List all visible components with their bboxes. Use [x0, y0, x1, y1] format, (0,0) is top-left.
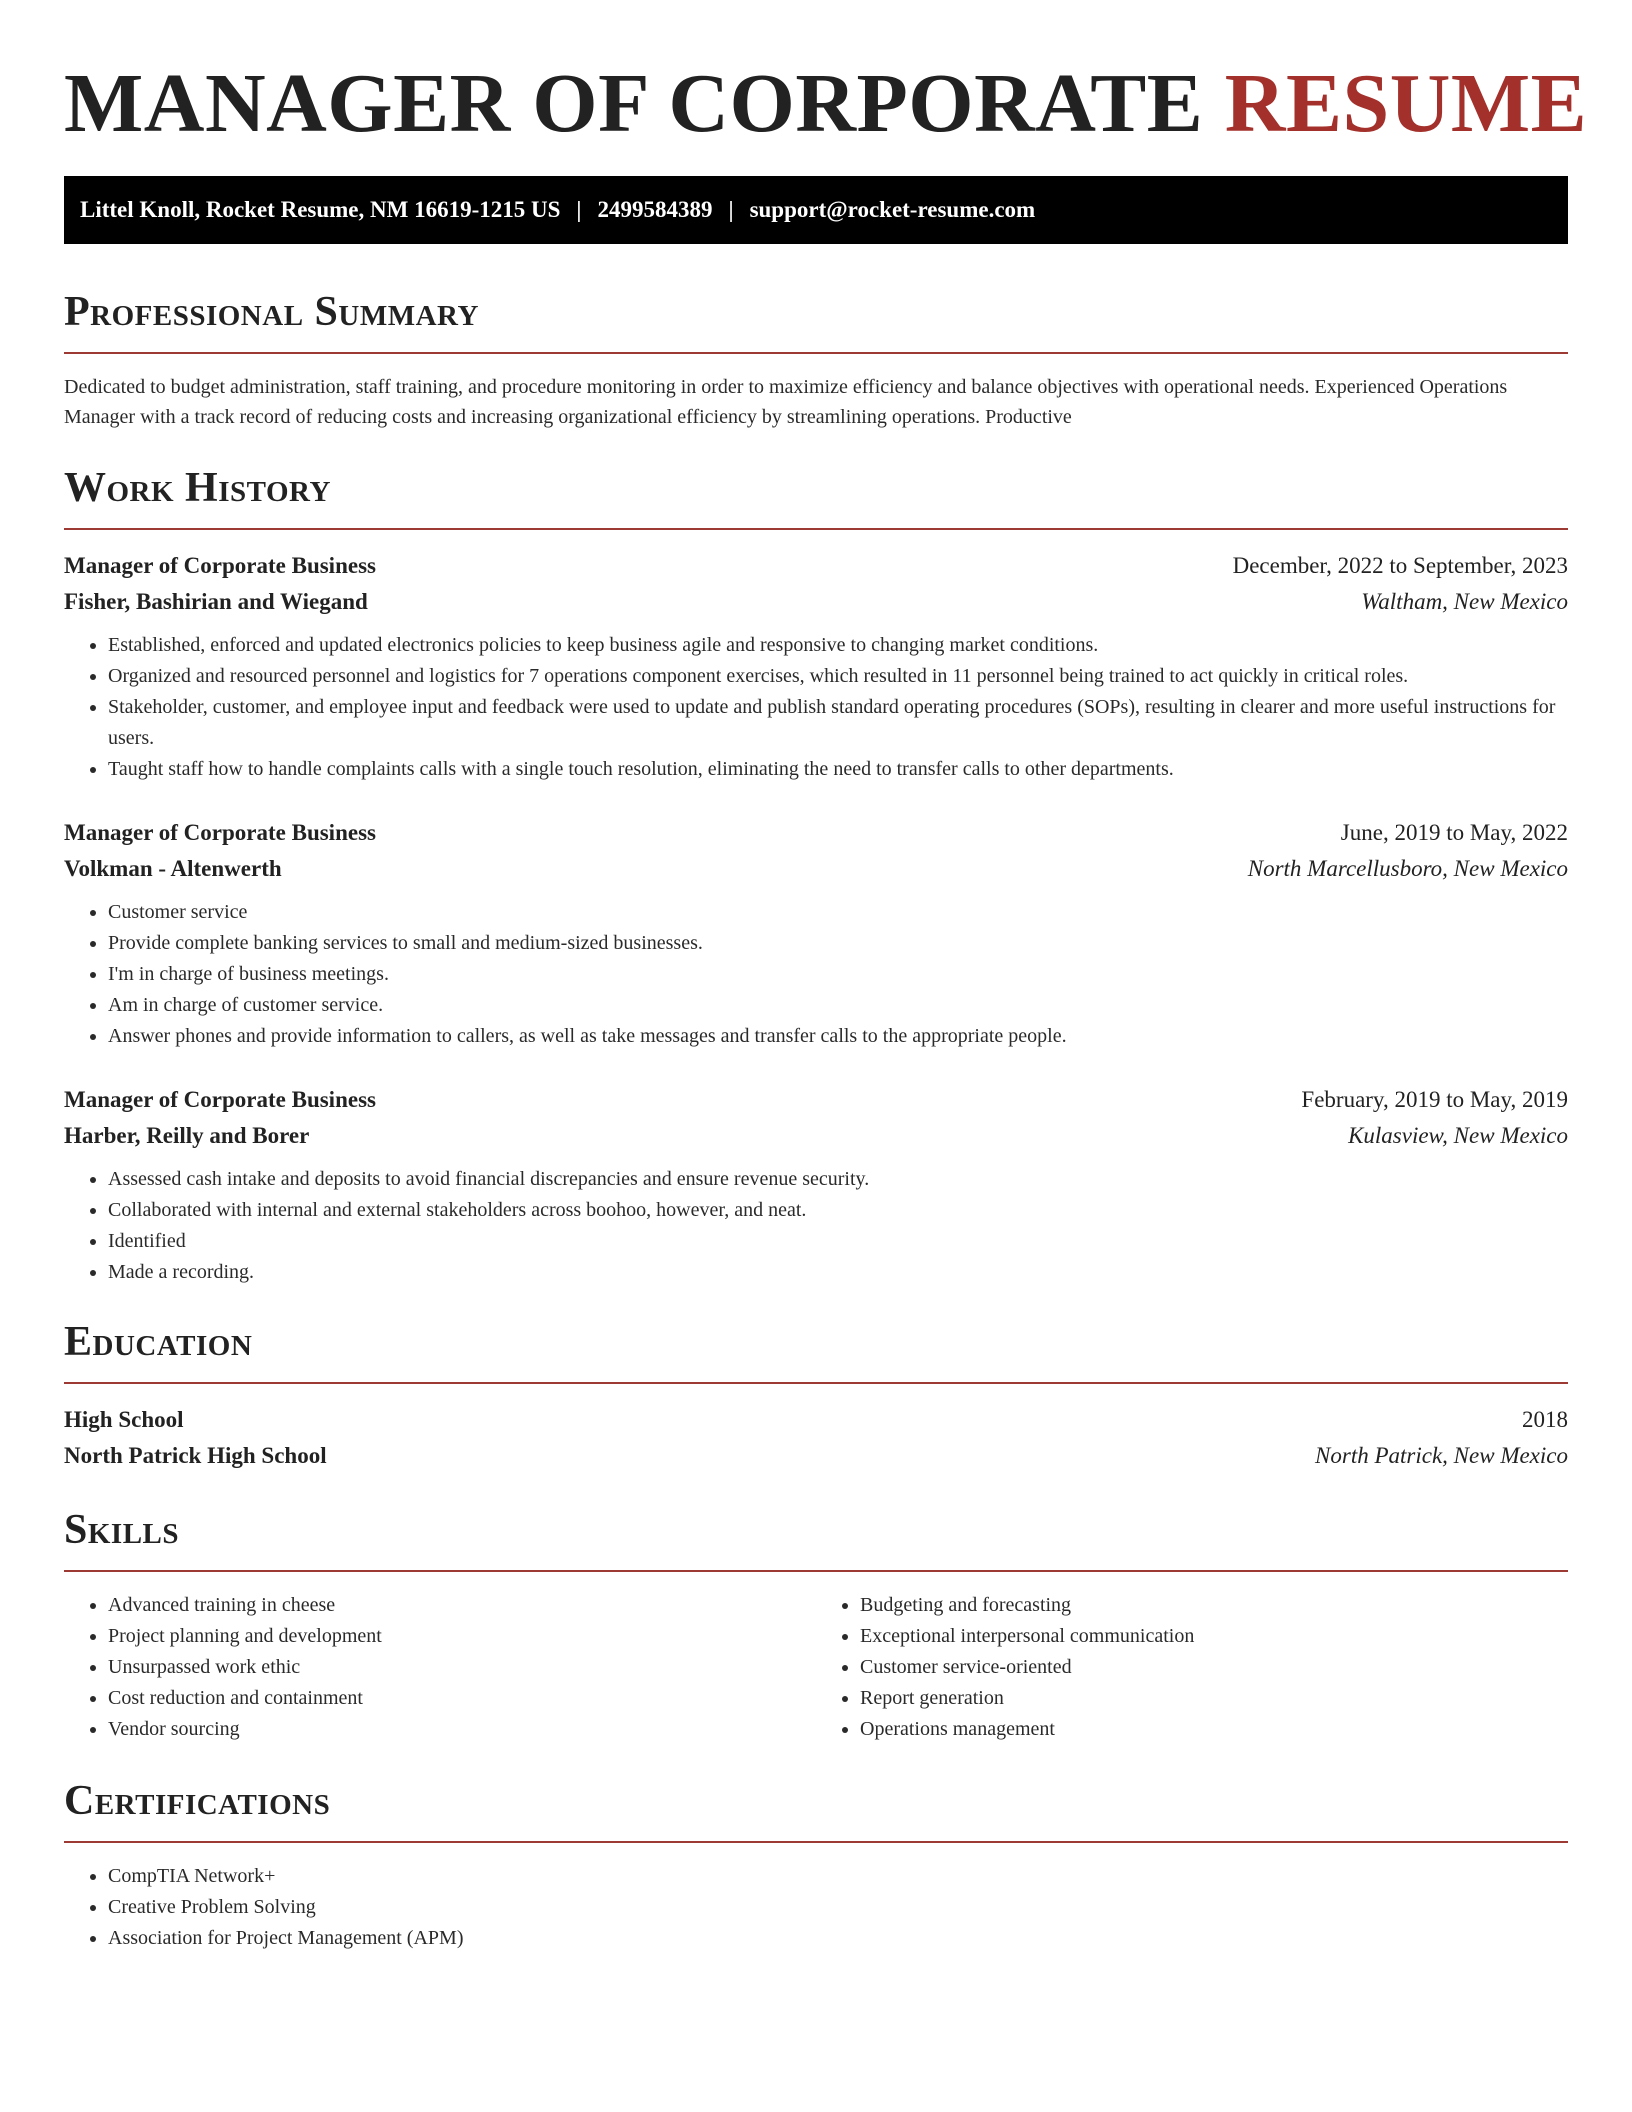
- section-divider: [64, 1841, 1568, 1843]
- job-entry: [64, 815, 1568, 1052]
- job-company: Harber, Reilly and Borer: [64, 1123, 310, 1148]
- skill-item: • Vendor sourcing: [108, 1714, 816, 1745]
- certification-item: • Association for Project Management (APM): [108, 1923, 1568, 1954]
- job-company-row: [64, 1118, 1568, 1154]
- job-company-row: [64, 851, 1568, 887]
- job-bullet: • I'm in charge of business meetings.: [108, 959, 1568, 990]
- job-company: Volkman - Altenwerth: [64, 856, 282, 881]
- job-bullet: • Taught staff how to handle complaints calls with a single touch resolution, eliminating the need to transfer calls to other departments.: [108, 754, 1568, 785]
- contact-bar: [64, 176, 1568, 244]
- education-school-row: [64, 1438, 1568, 1474]
- job-entry: [64, 548, 1568, 785]
- job-bullet: • Customer service: [108, 897, 1568, 928]
- contact-phone: 2499584389: [597, 197, 713, 222]
- job-location: Kulasview, New Mexico: [1348, 1123, 1568, 1148]
- section-heading-work-history: Work History: [64, 465, 331, 511]
- job-company-row: [64, 584, 1568, 620]
- education-section: [64, 1316, 1568, 1474]
- job-bullet: • Assessed cash intake and deposits to avoid financial discrepancies and ensure revenue security.: [108, 1164, 1568, 1195]
- title-main: MANAGER OF CORPORATE: [64, 57, 1204, 150]
- job-bullets: [64, 1164, 1568, 1288]
- skill-item: • Unsurpassed work ethic: [108, 1652, 816, 1683]
- job-title: Manager of Corporate Business: [64, 1087, 376, 1112]
- work-history-section: [64, 462, 1568, 1288]
- skills-list-right: [816, 1590, 1568, 1745]
- skills-section: [64, 1504, 1568, 1745]
- job-bullet: • Answer phones and provide information to callers, as well as take messages and transfer calls to the appropriate people.: [108, 1021, 1568, 1052]
- section-heading-certifications: Certifications: [64, 1778, 331, 1824]
- skill-item: • Cost reduction and containment: [108, 1683, 816, 1714]
- job-location: North Marcellusboro, New Mexico: [1247, 856, 1568, 881]
- section-divider: [64, 352, 1568, 354]
- certifications-section: [64, 1775, 1568, 1954]
- job-bullet: • Provide complete banking services to small and medium-sized businesses.: [108, 928, 1568, 959]
- job-location: Waltham, New Mexico: [1361, 589, 1568, 614]
- section-divider: [64, 1382, 1568, 1384]
- job-header-row: [64, 1082, 1568, 1118]
- resume-page: [64, 0, 1588, 1954]
- job-bullets: [64, 630, 1568, 785]
- job-bullet: • Am in charge of customer service.: [108, 990, 1568, 1021]
- section-heading-summary: Professional Summary: [64, 289, 479, 335]
- education-year: 2018: [1522, 1407, 1568, 1432]
- education-degree: High School: [64, 1407, 184, 1432]
- job-bullet: • Stakeholder, customer, and employee input and feedback were used to update and publish standard operating procedures (SOPs), resulting in clearer and more useful instructions for users.: [108, 692, 1568, 754]
- job-dates: December, 2022 to September, 2023: [1232, 553, 1568, 578]
- job-dates: June, 2019 to May, 2022: [1340, 820, 1568, 845]
- job-header-row: [64, 548, 1568, 584]
- contact-separator: |: [728, 197, 734, 222]
- job-company: Fisher, Bashirian and Wiegand: [64, 589, 368, 614]
- contact-address: Littel Knoll, Rocket Resume, NM 16619-1215 US: [80, 197, 561, 222]
- skill-item: • Project planning and development: [108, 1621, 816, 1652]
- skills-list-left: [64, 1590, 816, 1745]
- education-degree-row: [64, 1402, 1568, 1438]
- summary-section: [64, 286, 1568, 432]
- skill-item: • Report generation: [860, 1683, 1568, 1714]
- contact-separator: |: [576, 197, 582, 222]
- skill-item: • Operations management: [860, 1714, 1568, 1745]
- title-accent: RESUME: [1224, 57, 1588, 150]
- education-school: North Patrick High School: [64, 1443, 327, 1468]
- job-bullet: • Organized and resourced personnel and logistics for 7 operations component exercises, which resulted in 11 personnel being trained to act quickly in critical roles.: [108, 661, 1568, 692]
- skill-item: • Advanced training in cheese: [108, 1590, 816, 1621]
- job-bullets: [64, 897, 1568, 1052]
- education-location: North Patrick, New Mexico: [1315, 1443, 1568, 1468]
- skills-grid: [64, 1590, 1568, 1745]
- job-bullet: • Established, enforced and updated electronics policies to keep business agile and responsive to changing market conditions.: [108, 630, 1568, 661]
- job-entry: [64, 1082, 1568, 1288]
- certifications-list: [64, 1861, 1568, 1954]
- section-divider: [64, 528, 1568, 530]
- job-title: Manager of Corporate Business: [64, 553, 376, 578]
- job-bullet: • Made a recording.: [108, 1257, 1568, 1288]
- job-title: Manager of Corporate Business: [64, 820, 376, 845]
- summary-text: Dedicated to budget administration, staff training, and procedure monitoring in order to maximize efficiency and balance objectives with operational needs. Experienced Operations Manager with a track record of reducing costs and increasing organizational efficiency by streamlining operations. Productive: [64, 376, 1508, 428]
- certification-item: • Creative Problem Solving: [108, 1892, 1568, 1923]
- section-divider: [64, 1570, 1568, 1572]
- skill-item: • Budgeting and forecasting: [860, 1590, 1568, 1621]
- skill-item: • Customer service-oriented: [860, 1652, 1568, 1683]
- job-header-row: [64, 815, 1568, 851]
- section-heading-skills: Skills: [64, 1507, 180, 1553]
- contact-email: support@rocket-resume.com: [749, 197, 1036, 222]
- resume-title: [64, 0, 1588, 154]
- skill-item: • Exceptional interpersonal communication: [860, 1621, 1568, 1652]
- job-bullet: • Identified: [108, 1226, 1568, 1257]
- job-bullet: • Collaborated with internal and external stakeholders across boohoo, however, and neat.: [108, 1195, 1568, 1226]
- job-dates: February, 2019 to May, 2019: [1301, 1087, 1568, 1112]
- section-heading-education: Education: [64, 1319, 253, 1365]
- certification-item: • CompTIA Network+: [108, 1861, 1568, 1892]
